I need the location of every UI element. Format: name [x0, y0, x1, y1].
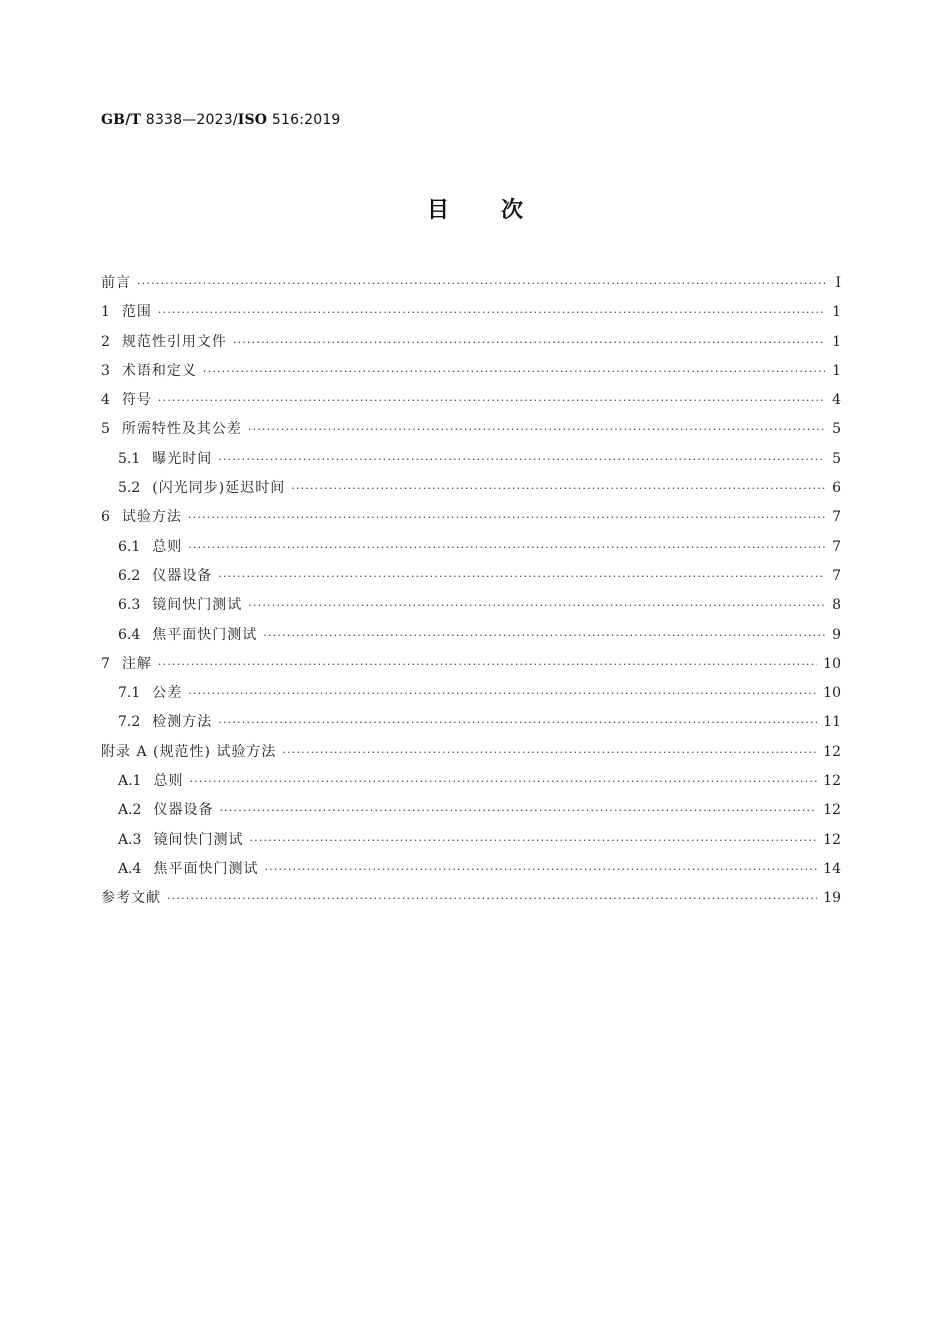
toc-entry-number: A.1 [118, 773, 142, 790]
toc-entry-number: 6 [101, 509, 110, 526]
dot-leader [282, 746, 817, 759]
toc-entry-label: 检测方法 [152, 714, 213, 731]
dot-leader [219, 804, 817, 817]
toc-entry-page: 7 [832, 567, 841, 584]
toc-entry-page: 12 [823, 743, 841, 760]
dot-leader [188, 511, 825, 524]
toc-entry-number: 7.1 [118, 685, 141, 702]
toc-entry-number: 6.4 [118, 626, 141, 643]
iso-rest: 516:2019 [267, 112, 341, 128]
toc-entry-label: 符号 [121, 392, 152, 409]
dot-leader [203, 365, 825, 378]
toc-entry-label: 所需特性及其公差 [121, 421, 242, 438]
toc-entry[interactable] [101, 741, 841, 770]
toc-entry-number: A.3 [118, 831, 142, 848]
toc-entry-label: 镜间快门测试 [152, 597, 243, 614]
toc-entry-page: 10 [823, 655, 841, 672]
toc-entry-page: 12 [823, 773, 841, 790]
dot-leader [158, 658, 817, 671]
dot-leader [137, 277, 825, 290]
dot-leader [189, 775, 817, 788]
toc-entry[interactable] [101, 477, 841, 506]
toc-entry-page: 1 [832, 333, 841, 350]
dot-leader [218, 716, 817, 729]
toc-entry-page: 14 [823, 860, 841, 877]
toc-entry-page: I [835, 275, 841, 291]
toc-entry[interactable] [101, 624, 841, 653]
dot-leader [218, 570, 825, 583]
dot-leader [233, 336, 825, 349]
toc-entry-label: 试验方法 [121, 509, 182, 526]
toc-entry-number: A.4 [118, 860, 142, 877]
toc-entry[interactable] [101, 594, 841, 623]
toc-entry[interactable] [101, 360, 841, 389]
toc-entry-number: 6.2 [118, 567, 141, 584]
dot-leader [188, 541, 825, 554]
toc-entry[interactable] [101, 858, 841, 887]
toc-entry-label: 仪器设备 [153, 802, 214, 819]
toc-entry[interactable] [101, 389, 841, 418]
toc-entry-page: 19 [823, 890, 841, 907]
toc-entry[interactable] [101, 887, 841, 916]
toc-entry[interactable] [101, 653, 841, 682]
iso-prefix: ISO [237, 112, 268, 128]
toc-entry-page: 9 [832, 626, 841, 643]
toc-entry-number: 1 [101, 304, 110, 321]
standard-rest: 8338—2023/ [141, 112, 238, 128]
toc-entry-number: A.2 [118, 802, 142, 819]
toc-entry-label: (闪光同步)延迟时间 [152, 480, 286, 497]
dot-leader [188, 687, 817, 700]
toc-entry[interactable] [101, 829, 841, 858]
toc-entry-label: 参考文献 [101, 890, 161, 907]
toc-entry-label: 规范性引用文件 [121, 333, 227, 350]
toc-entry-page: 4 [832, 392, 841, 409]
dot-leader [263, 629, 825, 642]
toc-entry-label: 附录 A (规范性) 试验方法 [101, 743, 277, 760]
toc-entry[interactable] [101, 799, 841, 828]
toc-entry-page: 1 [832, 304, 841, 321]
toc-entry[interactable] [101, 418, 841, 447]
dot-leader [291, 482, 825, 495]
toc-entry-page: 12 [823, 802, 841, 819]
toc-entry-number: 2 [101, 333, 110, 350]
toc-entry[interactable] [101, 272, 841, 301]
toc-entry-label: 焦平面快门测试 [153, 860, 259, 877]
toc-entry-label: 公差 [152, 685, 183, 702]
toc-entry-page: 10 [823, 685, 841, 702]
toc-entry-number: 5 [101, 421, 110, 438]
toc-entry-number: 4 [101, 392, 110, 409]
toc-entry[interactable] [101, 448, 841, 477]
toc-entry-page: 12 [823, 831, 841, 848]
toc-entry-page: 1 [832, 362, 841, 379]
toc-entry-label: 镜间快门测试 [153, 831, 244, 848]
toc-entry[interactable] [101, 565, 841, 594]
toc-entry[interactable] [101, 536, 841, 565]
toc-entry-page: 6 [832, 480, 841, 497]
toc-entry-label: 术语和定义 [121, 362, 197, 379]
toc-entry-label: 范围 [121, 304, 152, 321]
toc-entry[interactable] [101, 301, 841, 330]
dot-leader [158, 306, 825, 319]
toc-entry-label: 总则 [152, 538, 183, 555]
toc-entry-page: 11 [823, 714, 841, 731]
toc-entry-label: 总则 [153, 773, 184, 790]
page-title: 目次 [426, 198, 575, 223]
toc-entry-number: 7 [101, 655, 110, 672]
standard-number [101, 112, 341, 128]
toc-entry-page: 7 [832, 538, 841, 555]
toc-entry[interactable] [101, 770, 841, 799]
toc-entry-number: 6.1 [118, 538, 141, 555]
toc-entry-page: 7 [832, 509, 841, 526]
toc-entry-number: 6.3 [118, 597, 141, 614]
toc-entry-page: 5 [832, 450, 841, 467]
toc-entry-page: 8 [832, 597, 841, 614]
toc-entry-number: 7.2 [118, 714, 141, 731]
dot-leader [264, 863, 817, 876]
toc-entry[interactable] [101, 331, 841, 360]
dot-leader [249, 834, 817, 847]
toc-entry-label: 仪器设备 [152, 567, 213, 584]
toc-entry[interactable] [101, 711, 841, 740]
toc-entry-number: 5.1 [118, 450, 141, 467]
toc-entry[interactable] [101, 506, 841, 535]
toc-entry-label: 曝光时间 [152, 450, 213, 467]
toc-entry[interactable] [101, 682, 841, 711]
table-of-contents [101, 272, 841, 917]
toc-entry-number: 5.2 [118, 480, 141, 497]
dot-leader [167, 892, 817, 905]
toc-entry-number: 3 [101, 362, 110, 379]
toc-entry-label: 注解 [121, 655, 152, 672]
dot-leader [248, 599, 825, 612]
dot-leader [248, 423, 825, 436]
toc-entry-label: 焦平面快门测试 [152, 626, 258, 643]
dot-leader [158, 394, 825, 407]
toc-entry-page: 5 [832, 421, 841, 438]
dot-leader [218, 453, 825, 466]
standard-prefix: GB/T [101, 112, 142, 128]
toc-entry-label: 前言 [101, 275, 131, 291]
